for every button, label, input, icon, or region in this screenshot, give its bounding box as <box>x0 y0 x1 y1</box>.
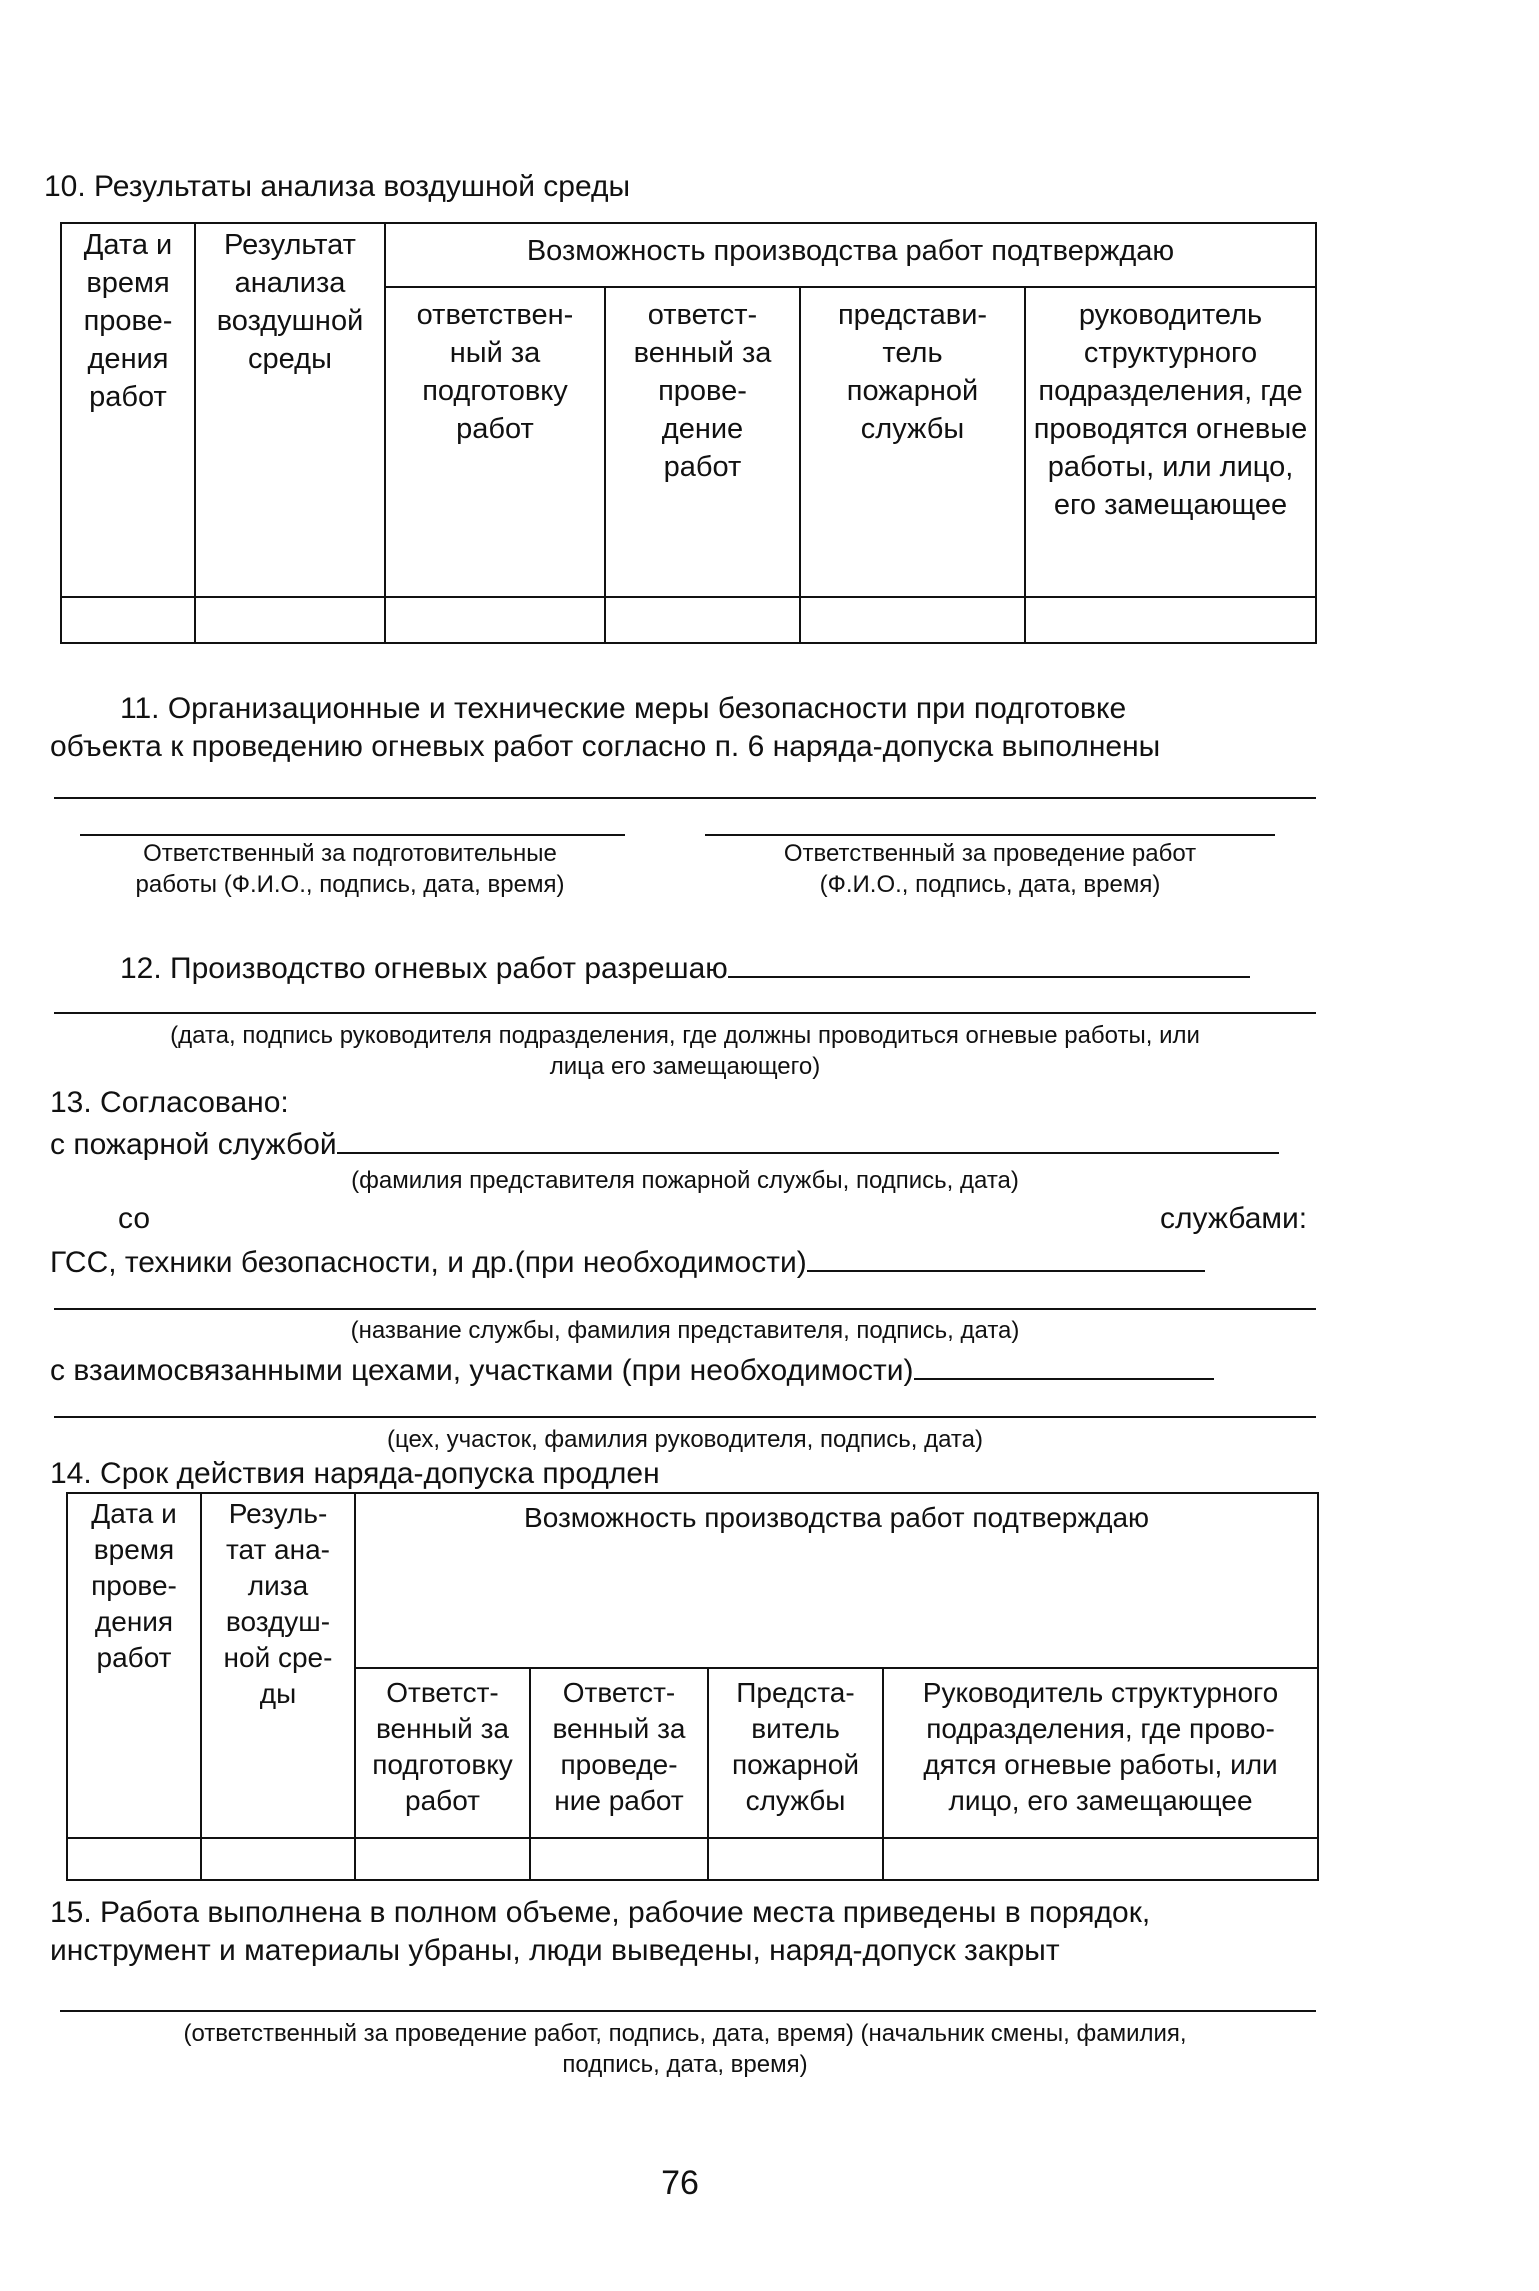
signature-line-left <box>80 834 625 836</box>
col-date-header: Дата и время прове-дения работ <box>61 223 195 597</box>
section-12-caption: (дата, подпись руководителя подразделения, где должны проводиться огневые работы, или лица его замещающего) <box>170 1022 1200 1080</box>
section-11-line-2: объекта к проведению огневых работ согласно п. 6 наряда-допуска выполнены <box>50 730 1161 763</box>
blank-line <box>60 2010 1316 2012</box>
related-caption: (цех, участок, фамилия руководителя, подпись, дата) <box>387 1426 983 1453</box>
fire-service-caption: (фамилия представителя пожарной службы, подпись, дата) <box>351 1167 1019 1194</box>
col-result-header: Резуль-тат ана-лиза воздуш-ной сре-ды <box>201 1493 355 1838</box>
signature-caption-right: Ответственный за проведение работ (Ф.И.О., подпись, дата, время) <box>783 840 1197 898</box>
so-word: со <box>118 1202 151 1235</box>
blank-line <box>54 797 1316 799</box>
signature-caption-left: Ответственный за подготовительные работы (Ф.И.О., подпись, дата, время) <box>135 840 565 898</box>
blank-line <box>54 1416 1316 1418</box>
section-15-line-2: инструмент и материалы убраны, люди выведены, наряд-допуск закрыт <box>50 1934 1060 1967</box>
fill-line <box>728 948 1250 978</box>
page-number: 76 <box>661 2164 699 2202</box>
col-group-header: Возможность производства работ подтверждаю <box>355 1493 1318 1668</box>
col-result-header: Результат анализа воздушной среды <box>195 223 385 597</box>
fill-line <box>914 1350 1214 1380</box>
fill-line <box>337 1124 1279 1154</box>
blank-line <box>54 1308 1316 1310</box>
section-13-heading: 13. Согласовано: <box>50 1086 289 1119</box>
table-row <box>61 597 1316 643</box>
col-fire-rep: представи-тель пожарной службы <box>800 287 1025 597</box>
col-head: руководитель структурного подразделения, где проводятся огневые работы, или лицо, его замещающее <box>1025 287 1316 597</box>
extension-table <box>66 1492 1319 1881</box>
services-word: службами: <box>1160 1202 1308 1235</box>
gss-caption: (название службы, фамилия представителя, подпись, дата) <box>350 1317 1020 1344</box>
col-work-responsible: ответст-венный за прове-дение работ <box>605 287 800 597</box>
gss-line: ГСС, техники безопасности, и др.(при необходимости) <box>50 1242 1205 1282</box>
related-line: с взаимосвязанными цехами, участками (при необходимости) <box>50 1350 1214 1390</box>
col-prep-responsible: Ответст-венный за подготовку работ <box>355 1668 530 1838</box>
col-date-header: Дата и время прове-дения работ <box>67 1493 201 1838</box>
section-12-text: 12. Производство огневых работ разрешаю <box>120 948 1250 988</box>
fire-service-line: с пожарной службой <box>50 1124 1279 1164</box>
col-prep-responsible: ответствен-ный за подготовку работ <box>385 287 605 597</box>
air-analysis-table <box>60 222 1317 644</box>
col-group-header: Возможность производства работ подтверждаю <box>385 223 1316 287</box>
section-10-heading: 10. Результаты анализа воздушной среды <box>44 170 631 203</box>
fill-line <box>807 1242 1205 1272</box>
section-11-line-1: 11. Организационные и технические меры безопасности при подготовке <box>120 692 1127 725</box>
section-15-line-1: 15. Работа выполнена в полном объеме, рабочие места приведены в порядок, <box>50 1896 1151 1929</box>
blank-line <box>54 1012 1316 1014</box>
table-row <box>67 1838 1318 1880</box>
col-head: Руководитель структурного подразделения, где прово-дятся огневые работы, или лицо, его замещающее <box>883 1668 1318 1838</box>
section-14-heading: 14. Срок действия наряда-допуска продлен <box>50 1457 660 1490</box>
col-work-responsible: Ответст-венный за проведе-ние работ <box>530 1668 708 1838</box>
signature-line-right <box>705 834 1275 836</box>
section-15-caption: (ответственный за проведение работ, подпись, дата, время) (начальник смены, фамилия, подпись, дата, время) <box>183 2020 1187 2078</box>
col-fire-rep: Предста-витель пожарной службы <box>708 1668 883 1838</box>
